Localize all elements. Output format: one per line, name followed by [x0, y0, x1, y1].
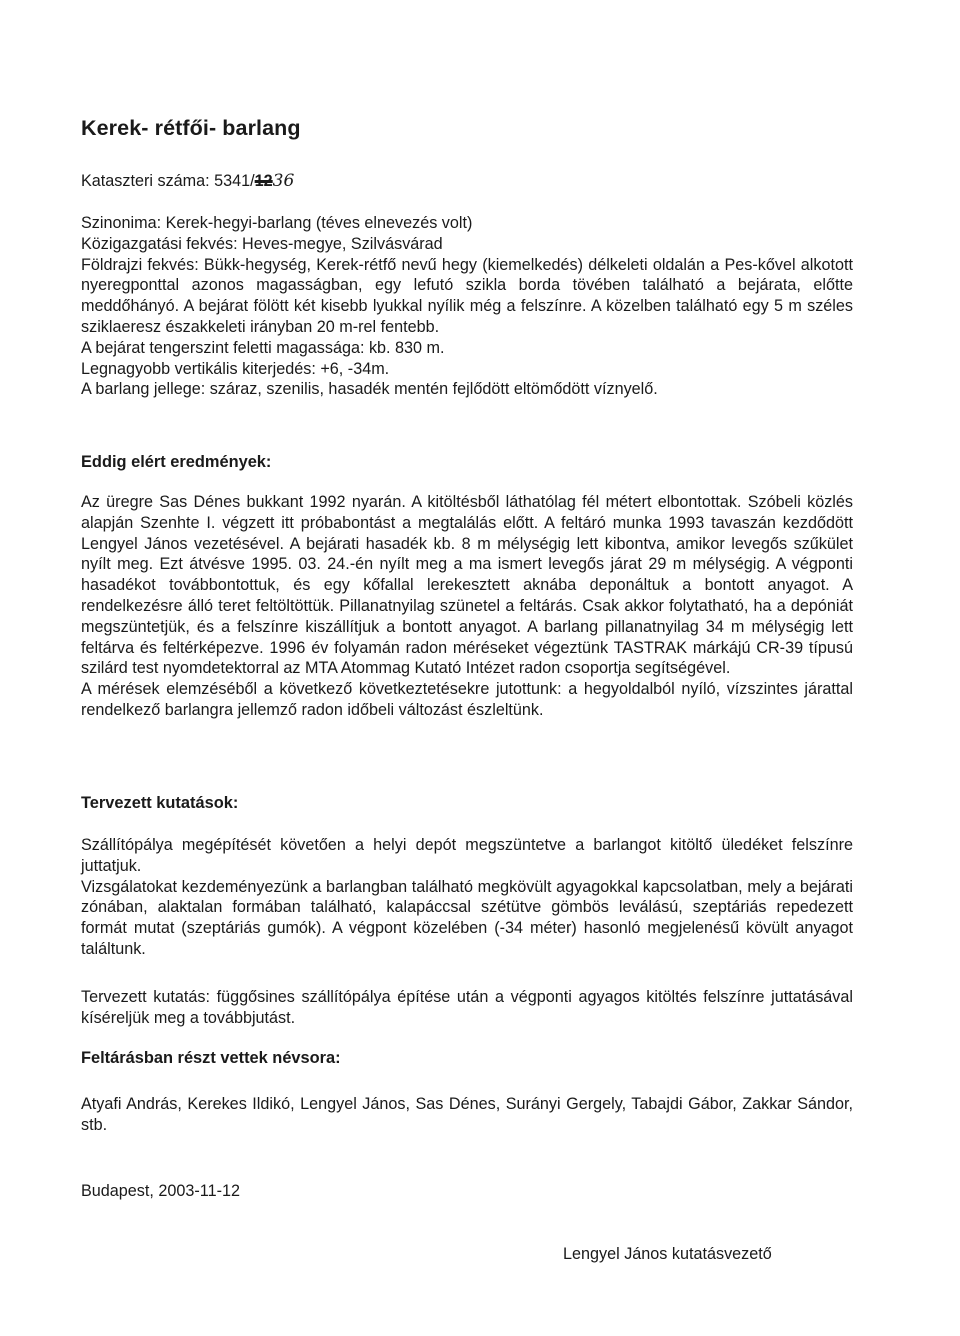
planned-research-block	[81, 835, 853, 960]
participants-list: Atyafi András, Kerekes Ildikó, Lengyel János, Sas Dénes, Surányi Gergely, Tabajdi Gábor, Zakkar Sándor, stb.	[81, 1095, 853, 1134]
planned-clay-study-paragraph: Vizsgálatokat kezdeményezünk a barlangban található megkövült agyagokkal kapcsolatban, mely a bejárati zónában, alaktalan formában található, kalapáccsal szétütve gömbös leválású, szeptáriás repedezett formát mutat (szeptáriás gumók). A végpont közelében (-34 méter) hasonló megjelenésű kövült anyagot találtunk.	[81, 877, 853, 958]
participants-heading: Feltárásban részt vettek névsora:	[81, 1049, 341, 1067]
participants-block	[81, 1094, 853, 1136]
geographic-location-paragraph: Földrajzi fekvés: Bükk-hegység, Kerek-rétfő nevű hegy (kiemelkedés) délkeleti oldalán a Pes-kővel alkotott nyeregponttal azonos magasságban, egy lefutó szikla borda tövében található a bejárata, előtte meddőhányó. A bejárat fölött két kisebb lyukkal nyílik még a felszínre. A közelben található egy 5 m széles sziklaeresz északkeleti irányban 20 m-rel fentebb.	[81, 255, 853, 336]
synonym-line: Szinonima: Kerek-hegyi-barlang (téves elnevezés volt)	[81, 214, 473, 232]
handwritten-number: 36	[272, 171, 295, 191]
vertical-extent-line: Legnagyobb vertikális kiterjedés: +6, -34m.	[81, 359, 390, 378]
radon-conclusion-paragraph: A mérések elemzéséből a következő következtetésekre jutottunk: a hegyoldalból nyíló, vízszintes járattal rendelkező barlangra jellemző radon időbeli változást észleltünk.	[81, 680, 853, 719]
cadastre-label: Kataszteri száma: 5341/	[81, 172, 255, 190]
planned-final-paragraph: Tervezett kutatás: függősines szállítópálya építése után a végponti agyagos kitöltés felszínre juttatásával kíséreljük meg a továbbjutást.	[81, 988, 853, 1027]
entrance-altitude-line: A bejárat tengerszint feletti magassága: kb. 830 m.	[81, 338, 445, 357]
planned-transport-paragraph: Szállítópálya megépítését követően a helyi depót megszüntetve a barlangot kitöltő üledéket felszínre juttatjuk.	[81, 836, 853, 875]
signature: Lengyel János kutatásvezető	[563, 1245, 772, 1263]
document-title: Kerek- rétfői- barlang	[81, 116, 301, 140]
cave-info-block	[81, 213, 853, 400]
cadastre-number	[81, 171, 294, 191]
place-and-date: Budapest, 2003-11-12	[81, 1182, 240, 1200]
results-paragraph: Az üregre Sas Dénes bukkant 1992 nyarán. A kitöltésből láthatólag fél métert elbontottak. Szóbeli közlés alapján Szenhte I. végzett itt próbabontást a megtalálás előtt. A feltáró munka 1993 tavaszán kezdődött Lengyel János vezetésével. A bejárati hasadék kb. 8 m mélységig lett kibontva, amikor levegős szűkület nyílt meg. Ezt átvésve 1995. 03. 24.-én nyílt meg a ma ismert levegős járat 29 m mélységig. A végponti hasadékot továbbontottuk, és egy kőfallal lerekesztett aknába deponáltuk a bontott anyagot. A rendelkezésre álló teret feltöltöttük. Pillanatnyilag szünetel a feltárás. Csak akkor folytatható, ha a depóniát megszüntetjük, és a felszínre kiszállítjuk a bontott anyagot. A barlang pillanatnyilag 34 m mélységig lett feltárva és feltérképezve. 1996 év folyamán radon méréseket végeztünk TASTRAK márkájú CR-39 típusú szilárd test nyomdetektorral az MTA Atommag Kutató Intézet radon csoportja segítségével.	[81, 493, 853, 678]
results-block	[81, 492, 853, 721]
planned-final-block	[81, 987, 853, 1029]
results-heading: Eddig elért eredmények:	[81, 453, 272, 471]
planned-research-heading: Tervezett kutatások:	[81, 794, 239, 812]
administrative-location-line: Közigazgatási fekvés: Heves-megye, Szilvásvárad	[81, 234, 443, 253]
cave-character-line: A barlang jellege: száraz, szenilis, hasadék mentén fejlődött eltömődött víznyelő.	[81, 380, 658, 399]
struck-number: 12	[254, 172, 273, 190]
